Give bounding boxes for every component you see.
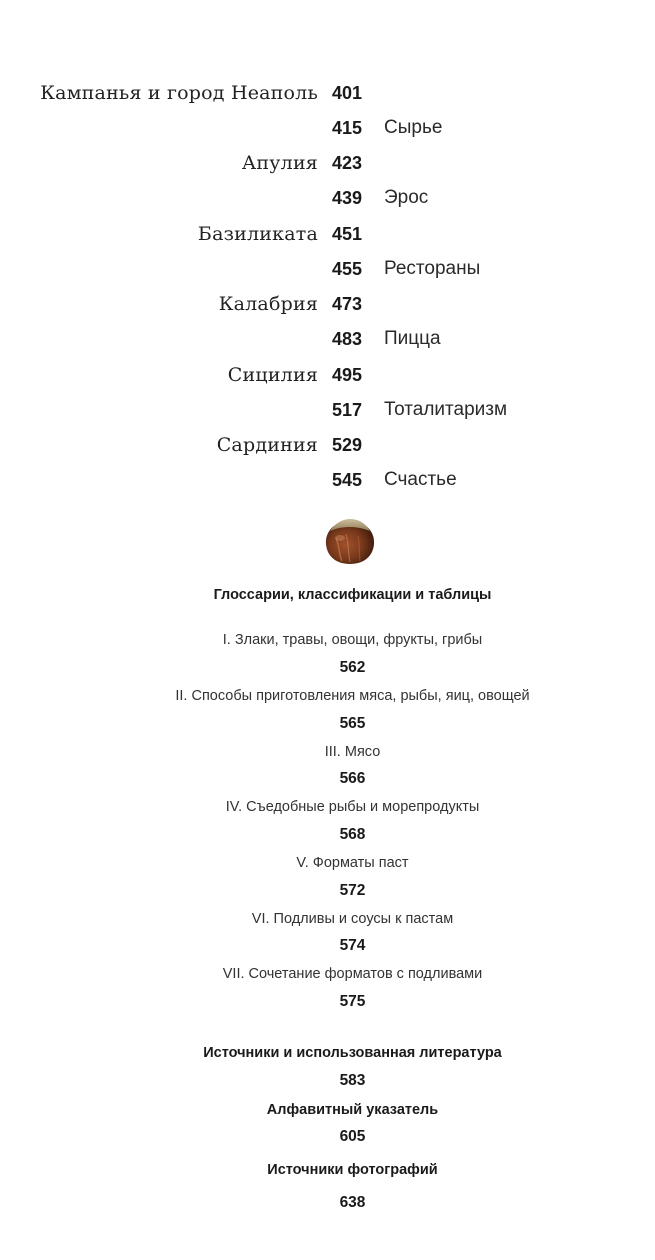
- page-number: 415: [332, 118, 363, 138]
- glossary-item-page: 568: [339, 826, 366, 843]
- toc-row: [0, 183, 655, 213]
- page-number: 455: [332, 259, 363, 279]
- region-title: Апулия: [241, 152, 318, 174]
- page-number: 517: [332, 400, 363, 420]
- appendix-page: 638: [339, 1194, 366, 1211]
- page-number: 529: [332, 435, 363, 455]
- glossary-item-page: 562: [339, 659, 366, 676]
- toc-row: [0, 324, 655, 354]
- theme-title: Сырье: [384, 117, 443, 138]
- appendix-title: Алфавитный указатель: [266, 1102, 439, 1118]
- theme-title: Рестораны: [384, 258, 481, 279]
- appendix-title: Источники фотографий: [267, 1162, 438, 1178]
- glossary-item-page: 566: [339, 770, 366, 787]
- appendix-page: 583: [339, 1072, 366, 1089]
- glossary-item-title: VII. Сочетание форматов с подливами: [222, 966, 483, 982]
- region-title: Базиликата: [197, 223, 318, 245]
- toc-row: [0, 219, 655, 249]
- appendix-title: Источники и использованная литература: [203, 1045, 502, 1061]
- glossary-item-page: 574: [339, 937, 366, 954]
- toc-row: [0, 254, 655, 284]
- toc-row: [0, 395, 655, 425]
- glossary-item-page: 565: [339, 715, 366, 732]
- toc-row: [0, 113, 655, 143]
- glossary-item-page: 575: [339, 993, 366, 1010]
- toc-row: [0, 430, 655, 460]
- chestnut-icon: [322, 514, 378, 566]
- glossary-item-title: II. Способы приготовления мяса, рыбы, яиц, овощей: [175, 688, 530, 704]
- toc-row: [0, 78, 655, 108]
- region-title: Калабрия: [218, 293, 318, 315]
- region-title: Кампанья и город Неаполь: [40, 82, 318, 104]
- glossary-item-title: V. Форматы паст: [296, 855, 409, 871]
- theme-title: Тоталитаризм: [384, 399, 508, 420]
- glossary-item-title: VI. Подливы и соусы к пастам: [251, 911, 454, 927]
- page-number: 483: [332, 329, 363, 349]
- page-number: 401: [332, 83, 363, 103]
- toc-row: [0, 360, 655, 390]
- region-title: Сардиния: [216, 434, 318, 456]
- toc-row: [0, 465, 655, 495]
- appendix-page: 605: [339, 1128, 366, 1145]
- toc-row: [0, 289, 655, 319]
- page-number: 439: [332, 188, 363, 208]
- theme-title: Эрос: [384, 187, 429, 208]
- page-number: 495: [332, 365, 363, 385]
- theme-title: Счастье: [384, 469, 457, 490]
- glossaries-heading: Глоссарии, классификации и таблицы: [213, 587, 492, 603]
- region-title: Сицилия: [227, 364, 318, 386]
- page-number: 545: [332, 470, 363, 490]
- page-number: 423: [332, 153, 363, 173]
- page-number: 473: [332, 294, 363, 314]
- glossary-item-title: IV. Съедобные рыбы и морепродукты: [225, 799, 480, 815]
- theme-title: Пицца: [384, 328, 441, 349]
- page-number: 451: [332, 224, 363, 244]
- glossary-item-page: 572: [339, 882, 366, 899]
- glossary-item-title: III. Мясо: [324, 744, 381, 760]
- toc-row: [0, 148, 655, 178]
- glossary-item-title: I. Злаки, травы, овощи, фрукты, грибы: [222, 632, 483, 648]
